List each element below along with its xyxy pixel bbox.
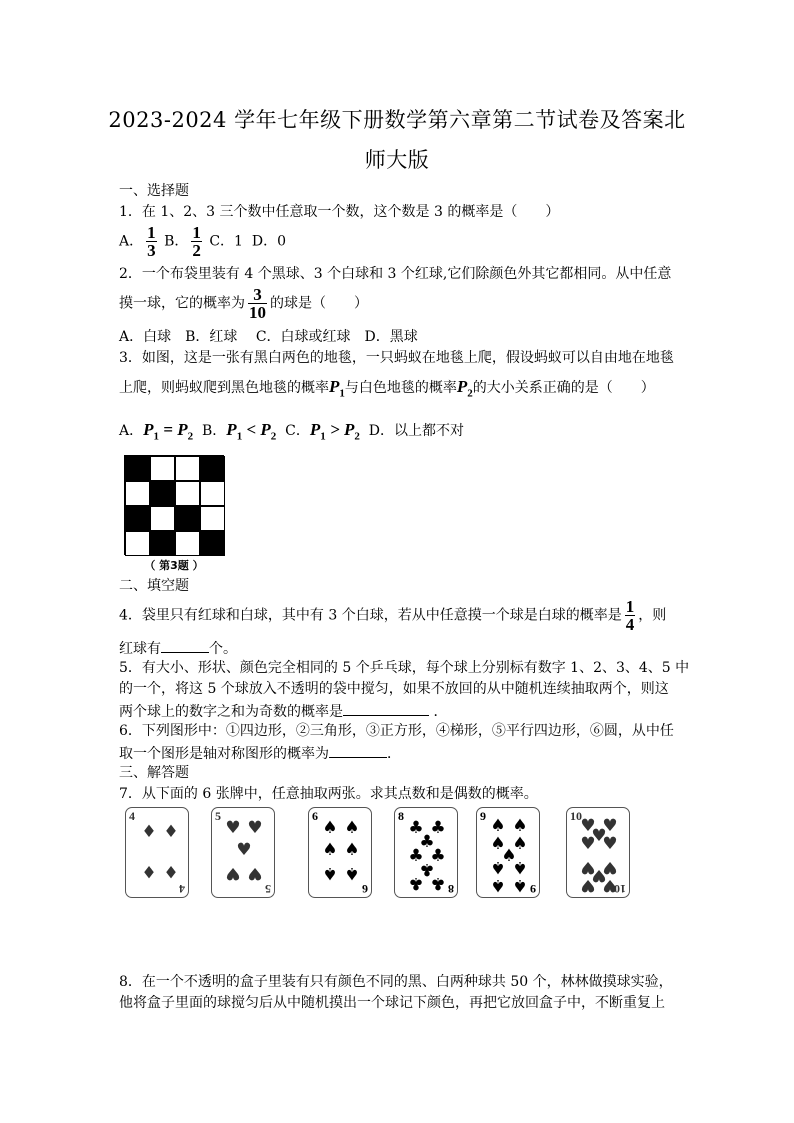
card-rank-bottom: 6: [362, 882, 368, 896]
playing-card-4-diamond: [125, 807, 189, 898]
question-6-line2: [119, 743, 401, 763]
question-7-stem: 7．从下面的 6 张牌中，任意抽取两张。求其点数和是偶数的概率。: [119, 786, 538, 802]
card-rank-bottom: 8: [448, 882, 454, 896]
question-1-stem: 1．在 1、2、3 三个数中任意取一个数，这个数是 3 的概率是（ ）: [119, 204, 560, 220]
diamond-icon: ♦: [141, 822, 157, 842]
heart-icon: ♥: [602, 875, 618, 895]
club-icon: ♣: [419, 832, 435, 852]
q2-stem-prefix: 摸一球，它的概率为: [119, 295, 245, 312]
carpet-cell-white: [150, 456, 175, 481]
club-icon: ♣: [408, 818, 424, 838]
question-3-options: [119, 421, 464, 445]
q3-text-c: 的大小关系正确的是（ ）: [472, 380, 655, 396]
q1-option-a-fraction: $\frac{1}{3}$: [147, 223, 156, 260]
card-rank-top: 9: [480, 809, 486, 823]
heart-icon: ♥: [580, 816, 596, 836]
q1-option-b-fraction: $\frac{1}{2}$: [192, 223, 201, 260]
q3-p1: $P_1$: [329, 377, 345, 400]
carpet-cell-black: [125, 506, 150, 531]
carpet-cell-black: [150, 481, 175, 506]
q1-option-c: C．1: [209, 233, 243, 250]
q5-answer-blank[interactable]: [343, 701, 429, 716]
carpet-cell-black: [200, 531, 225, 556]
question-2-stem-line2: [119, 286, 368, 321]
q5-line3-post: ．: [429, 704, 448, 720]
heart-icon: ♥: [580, 834, 596, 854]
q4-fraction: $\frac{1}{4}$: [625, 597, 635, 634]
card-rank-bottom: 9: [530, 882, 536, 896]
club-icon: ♣: [430, 846, 446, 866]
heart-icon: ♥: [247, 863, 263, 883]
carpet-cell-black: [125, 456, 150, 481]
club-icon: ♣: [419, 859, 435, 879]
heart-icon: ♥: [602, 834, 618, 854]
question-4-stem-line1: [119, 598, 666, 633]
q3-text-b: 与白色地毯的概率: [344, 380, 457, 396]
spade-icon: ♠: [512, 834, 528, 854]
q4-text-pre: 4．袋里只有红球和白球，其中有 3 个白球，若从中任意摸一个球是白球的概率是: [119, 607, 622, 624]
carpet-cell-white: [175, 456, 200, 481]
q3-text-a: 上爬，则蚂蚁爬到黑色地毯的概率: [119, 380, 329, 396]
spade-icon: ♠: [322, 818, 338, 838]
card-rank-bottom: 5: [265, 882, 271, 896]
question-4-stem-line2: [119, 638, 237, 658]
carpet-cell-black: [200, 456, 225, 481]
heart-icon: ♥: [225, 818, 241, 838]
card-rank-top: 5: [215, 809, 221, 823]
question-1-options: [119, 224, 286, 259]
q2-stem-suffix: 的球是（ ）: [270, 295, 368, 312]
spade-icon: ♠: [501, 846, 517, 866]
spade-icon: ♠: [512, 875, 528, 895]
document-title-line2: 师大版: [364, 148, 430, 172]
figure-caption: （ 第3题 ）: [144, 559, 204, 572]
spade-icon: ♠: [512, 857, 528, 877]
q3-p2: $P_2$: [456, 377, 473, 400]
q3-option-b-label: B．: [202, 423, 227, 439]
question-5-line2: 的一个，将这 5 个球放入不透明的袋中搅匀，如果不放回的从中随机连续抽取两个，则这: [119, 681, 669, 697]
carpet-cell-white: [125, 531, 150, 556]
card-rank-bottom: 4: [179, 882, 185, 896]
q1-option-d: D．0: [251, 233, 286, 250]
spade-icon: ♠: [512, 816, 528, 836]
spade-icon: ♠: [490, 816, 506, 836]
spade-icon: ♠: [322, 863, 338, 883]
q3-option-c-expr: $P_1 > P_2$: [309, 420, 360, 443]
heart-icon: ♥: [602, 816, 618, 836]
club-icon: ♣: [408, 873, 424, 893]
carpet-cell-white: [150, 506, 175, 531]
q6-line2-post: ．: [387, 746, 401, 762]
question-5-line1: 5．有大小、形状、颜色完全相同的 5 个乒乓球，每个球上分别标有数字 1、2、3、4、5 中: [119, 660, 690, 676]
q6-line2-pre: 取一个图形是轴对称图形的概率为: [119, 746, 329, 762]
section-heading-solve: 三、解答题: [119, 765, 189, 781]
carpet-checkerboard-figure: [124, 455, 224, 555]
carpet-cell-white: [200, 481, 225, 506]
spade-icon: ♠: [490, 857, 506, 877]
question-2-options: A．白球 B．红球 C．白球或红球 D．黑球: [119, 329, 418, 345]
q4-text-post: ，则: [638, 607, 667, 624]
playing-card-10-heart: [566, 807, 630, 898]
playing-card-6-spade: [308, 807, 372, 898]
carpet-cell-black: [175, 506, 200, 531]
q1-option-a-label: A．: [119, 233, 144, 250]
q3-option-b-expr: $P_1 < P_2$: [226, 420, 277, 443]
heart-icon: ♥: [580, 857, 596, 877]
diamond-icon: ♦: [163, 861, 179, 881]
question-8-line2: 他将盒子里面的球搅匀后从中随机摸出一个球记下颜色，再把它放回盒子中，不断重复上: [119, 995, 665, 1011]
heart-icon: ♥: [591, 826, 607, 846]
spade-icon: ♠: [490, 875, 506, 895]
q1-option-b-label: B．: [164, 233, 189, 250]
diamond-icon: ♦: [163, 822, 179, 842]
document-title-line1: 2023-2024 学年七年级下册数学第六章第二节试卷及答案北: [108, 108, 686, 132]
spade-icon: ♠: [322, 840, 338, 860]
question-2-stem-line1: 2．一个布袋里装有 4 个黑球、3 个白球和 3 个红球,它们除颜色外其它都相同。从中任意: [119, 266, 672, 282]
question-3-stem-line1: 3．如图，这是一张有黑白两色的地毯，一只蚂蚁在地毯上爬，假设蚂蚁可以自由地在地毯: [119, 350, 674, 366]
q3-option-a-label: A．: [119, 423, 144, 439]
q4-line2-post: 个。: [209, 641, 237, 657]
q3-option-c-label: C．: [285, 423, 310, 439]
q5-line3-pre: 两个球上的数字之和为奇数的概率是: [119, 704, 343, 720]
club-icon: ♣: [430, 873, 446, 893]
club-icon: ♣: [408, 846, 424, 866]
spade-icon: ♠: [344, 818, 360, 838]
heart-icon: ♥: [602, 857, 618, 877]
q2-fraction: $\frac{3}{10}$: [249, 285, 266, 322]
q4-answer-blank[interactable]: [161, 638, 209, 653]
playing-card-5-heart: [211, 807, 275, 898]
heart-icon: ♥: [236, 840, 252, 860]
question-8-line1: 8．在一个不透明的盒子里装有只有颜色不同的黑、白两种球共 50 个，林林做摸球实验，: [119, 974, 673, 990]
q3-option-a-expr: $P_1 = P_2$: [143, 420, 194, 443]
question-5-line3: [119, 701, 447, 721]
card-rank-top: 10: [570, 809, 582, 823]
section-heading-fill-blank: 二、填空题: [119, 578, 189, 594]
spade-icon: ♠: [490, 834, 506, 854]
q4-line2-pre: 红球有: [119, 641, 161, 657]
playing-card-8-club: [394, 807, 458, 898]
q3-option-d: D．以上都不对: [368, 423, 464, 439]
heart-icon: ♥: [580, 875, 596, 895]
carpet-cell-white: [200, 506, 225, 531]
carpet-cell-white: [175, 481, 200, 506]
carpet-cell-black: [150, 531, 175, 556]
section-heading-choice: 一、选择题: [119, 183, 189, 199]
playing-card-9-spade: [476, 807, 540, 898]
card-rank-top: 6: [312, 809, 318, 823]
club-icon: ♣: [430, 818, 446, 838]
carpet-cell-white: [125, 481, 150, 506]
card-rank-top: 8: [398, 809, 404, 823]
heart-icon: ♥: [225, 863, 241, 883]
question-3-stem-line2: [119, 378, 655, 402]
q6-answer-blank[interactable]: [329, 743, 387, 758]
heart-icon: ♥: [591, 865, 607, 885]
diamond-icon: ♦: [141, 861, 157, 881]
spade-icon: ♠: [344, 863, 360, 883]
spade-icon: ♠: [344, 840, 360, 860]
question-6-line1: 6．下列图形中：①四边形，②三角形，③正方形，④梯形，⑤平行四边形，⑥圆，从中任: [119, 723, 674, 739]
carpet-cell-white: [175, 531, 200, 556]
card-rank-top: 4: [129, 809, 135, 823]
heart-icon: ♥: [247, 818, 263, 838]
card-rank-bottom: 10: [614, 882, 626, 896]
